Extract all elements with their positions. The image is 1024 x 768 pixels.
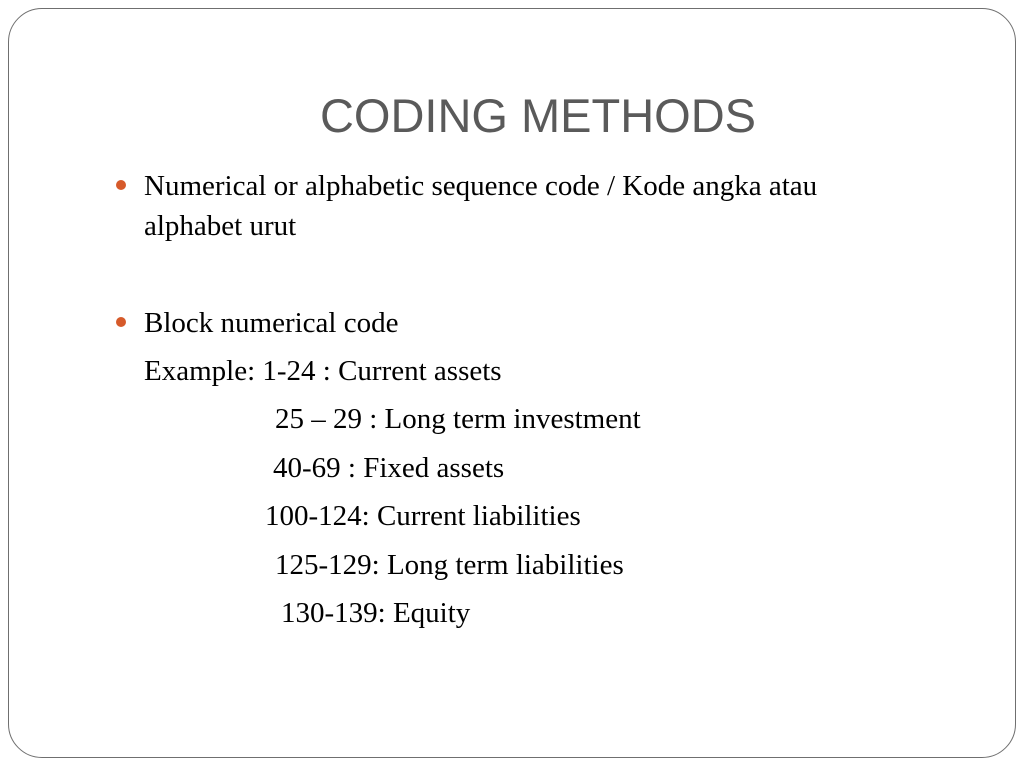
code-range-line: 100-124: Current liabilities [265,500,581,532]
bullet-2-heading: Block numerical code [144,307,399,339]
bullet-1-line-2: alphabet urut [144,210,297,242]
example-line: Example: 1-24 : Current assets [144,355,502,387]
code-range-line: 130-139: Equity [281,597,471,629]
code-range-line: 125-129: Long term liabilities [275,549,624,581]
bullet-1-line-1: Numerical or alphabetic sequence code / Kode angka atau [144,170,818,202]
bullet-dot-icon [116,180,126,190]
slide-title: CODING METHODS [319,89,757,142]
code-range-line: 40-69 : Fixed assets [273,452,505,484]
code-range-line: 25 – 29 : Long term investment [275,403,641,435]
bullet-dot-icon [116,317,126,327]
